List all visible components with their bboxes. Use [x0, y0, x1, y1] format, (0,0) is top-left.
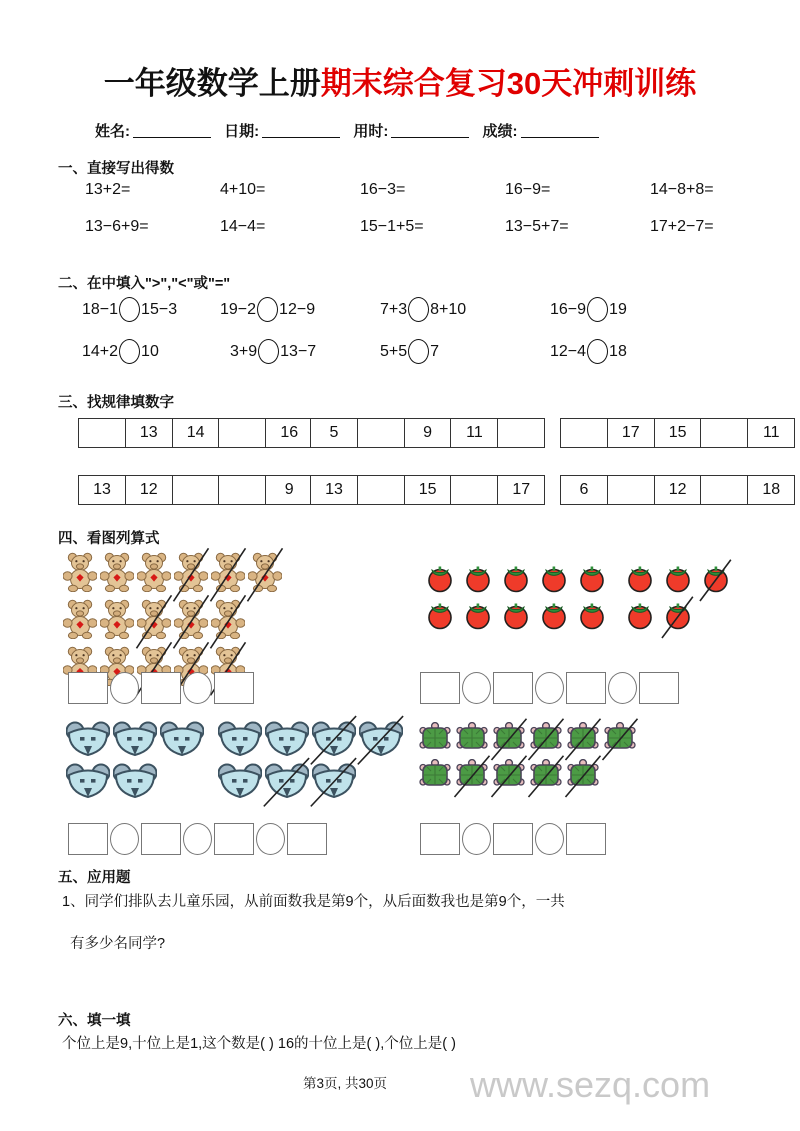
compare-right: 18 [609, 342, 627, 360]
compare-left: 3+9 [230, 342, 258, 360]
date-field[interactable] [262, 125, 340, 138]
mouse-icon [265, 762, 309, 803]
answer-box[interactable] [420, 823, 460, 855]
section-5-heading: 五、应用题 [58, 870, 131, 886]
page-title-red: 期末综合复习30天冲刺训练 [320, 66, 697, 101]
tomato-icon [501, 600, 531, 635]
name-field[interactable] [133, 125, 211, 138]
answer-box[interactable] [141, 672, 181, 704]
picture-row [425, 563, 615, 598]
mouse-icon [66, 762, 110, 803]
expression: 13+2= [85, 181, 131, 198]
compare-item [550, 339, 627, 364]
sequence-blank-cell[interactable] [497, 418, 545, 448]
turtle-icon [492, 722, 526, 757]
mouse-group-left [66, 720, 207, 804]
page-title [0, 58, 800, 103]
answer-operator-circle[interactable] [256, 823, 285, 855]
compare-right: 12−9 [279, 300, 316, 318]
picture-row [63, 599, 285, 644]
tomato-icon [539, 600, 569, 635]
compare-answer-oval[interactable] [119, 297, 140, 322]
sequence-group-3 [560, 418, 795, 448]
tomato-icon [463, 600, 493, 635]
sequence-cell: 9 [265, 475, 313, 505]
section-4-heading: 四、看图列算式 [58, 531, 160, 547]
tomato-icon [663, 600, 693, 635]
cross-out-slash-icon [561, 754, 606, 799]
compare-answer-oval[interactable] [408, 339, 429, 364]
tomato-group-left [425, 563, 615, 637]
tomato-icon [625, 600, 655, 635]
compare-item [220, 297, 315, 322]
sequence-cell: 11 [747, 418, 795, 448]
sequence-blank-cell[interactable] [607, 475, 655, 505]
time-field[interactable] [391, 125, 469, 138]
compare-answer-oval[interactable] [258, 339, 279, 364]
sequence-blank-cell[interactable] [450, 475, 498, 505]
compare-left: 5+5 [380, 342, 408, 360]
compare-left: 12−4 [550, 342, 587, 360]
compare-left: 7+3 [380, 300, 408, 318]
sequence-blank-cell[interactable] [357, 475, 405, 505]
sequence-group-1 [78, 418, 313, 448]
expression: 14−4= [220, 218, 266, 235]
answer-box[interactable] [493, 672, 533, 704]
expression: 16−9= [505, 181, 551, 198]
time-label: 用时: [353, 123, 389, 140]
answer-strip-2 [420, 672, 679, 704]
sequence-cell: 15 [654, 418, 702, 448]
sequence-blank-cell[interactable] [218, 418, 266, 448]
teddy-bear-icon [63, 552, 97, 597]
expression: 4+10= [220, 181, 266, 198]
answer-box[interactable] [566, 823, 606, 855]
sequence-blank-cell[interactable] [357, 418, 405, 448]
mouse-icon [66, 720, 110, 761]
answer-box[interactable] [420, 672, 460, 704]
section-2-row-2 [60, 339, 760, 365]
turtle-group [418, 722, 640, 796]
turtle-icon [455, 722, 489, 757]
sequence-cell: 15 [404, 475, 452, 505]
sequence-cell: 5 [310, 418, 358, 448]
tomato-icon [701, 563, 731, 598]
tomato-icon [463, 563, 493, 598]
answer-box[interactable] [287, 823, 327, 855]
section-2-row-1 [60, 297, 760, 323]
turtle-icon [603, 722, 637, 757]
picture-row [218, 762, 406, 803]
answer-operator-circle[interactable] [608, 672, 637, 704]
teddy-bear-icon [137, 552, 171, 597]
score-label: 成绩: [482, 123, 518, 140]
compare-right: 10 [141, 342, 159, 360]
section-6-heading: 六、填一填 [58, 1013, 131, 1029]
sequence-group-5 [310, 475, 545, 505]
compare-item [82, 339, 159, 364]
tomato-icon [663, 563, 693, 598]
page-title-black: 一年级数学上册 [103, 66, 321, 101]
answer-strip-4 [420, 823, 606, 855]
sequence-cell: 12 [654, 475, 702, 505]
sequence-blank-cell[interactable] [700, 475, 748, 505]
word-problem-line-1: 1、同学们排队去儿童乐园，从前面数我是第9个，从后面数我也是第9个，一共 [62, 894, 565, 910]
expression: 17+2−7= [650, 218, 714, 235]
mouse-icon [160, 720, 204, 761]
tomato-icon [577, 563, 607, 598]
compare-left: 19−2 [220, 300, 257, 318]
section-1-row-1 [60, 181, 760, 203]
tomato-icon [425, 563, 455, 598]
answer-operator-circle[interactable] [110, 672, 139, 704]
section-1-heading: 一、直接写出得数 [58, 161, 174, 177]
teddy-bear-icon [248, 552, 282, 597]
section-2-heading: 二、在中填入">","<"或"=" [58, 276, 231, 292]
answer-strip-1 [68, 672, 254, 704]
sequence-cell: 6 [560, 475, 608, 505]
answer-operator-circle[interactable] [110, 823, 139, 855]
tomato-icon [539, 563, 569, 598]
watermark: www.sezq.com [470, 1064, 711, 1105]
answer-strip-3 [68, 823, 327, 855]
teddy-bear-icon [211, 599, 245, 644]
sequence-cell: 13 [310, 475, 358, 505]
answer-operator-circle[interactable] [462, 823, 491, 855]
answer-operator-circle[interactable] [535, 672, 564, 704]
turtle-icon [566, 759, 600, 794]
sequence-cell: 12 [125, 475, 173, 505]
sequence-cell: 14 [172, 418, 220, 448]
compare-item [550, 297, 627, 322]
expression: 14−8+8= [650, 181, 714, 198]
answer-operator-circle[interactable] [462, 672, 491, 704]
compare-answer-oval[interactable] [119, 339, 140, 364]
picture-row [66, 762, 207, 803]
compare-answer-oval[interactable] [587, 297, 608, 322]
compare-answer-oval[interactable] [587, 339, 608, 364]
turtle-icon [492, 759, 526, 794]
teddy-bear-icon [63, 599, 97, 644]
picture-row [625, 600, 739, 635]
answer-operator-circle[interactable] [183, 672, 212, 704]
sequence-cell: 16 [265, 418, 313, 448]
sequence-cell: 17 [607, 418, 655, 448]
sequence-group-2 [310, 418, 545, 448]
mouse-icon [359, 720, 403, 761]
sequence-blank-cell[interactable] [560, 418, 608, 448]
teddy-bear-icon [100, 599, 134, 644]
compare-right: 13−7 [280, 342, 317, 360]
answer-box[interactable] [639, 672, 679, 704]
sequence-cell: 18 [747, 475, 795, 505]
tomato-icon [577, 600, 607, 635]
teddy-bear-icon [211, 552, 245, 597]
answer-box[interactable] [68, 823, 108, 855]
compare-item [380, 339, 439, 364]
mouse-icon [218, 762, 262, 803]
compare-answer-oval[interactable] [408, 297, 429, 322]
compare-item [380, 297, 466, 322]
compare-left: 18−1 [82, 300, 119, 318]
turtle-icon [418, 722, 452, 757]
answer-box[interactable] [141, 823, 181, 855]
mouse-icon [265, 720, 309, 761]
score-field[interactable] [521, 125, 599, 138]
sequence-cell: 13 [78, 475, 126, 505]
answer-box[interactable] [68, 672, 108, 704]
tomato-icon [625, 563, 655, 598]
mouse-icon [312, 720, 356, 761]
picture-row [425, 600, 615, 635]
page-footer [0, 1072, 800, 1092]
turtle-icon [418, 759, 452, 794]
answer-operator-circle[interactable] [535, 823, 564, 855]
expression: 13−6+9= [85, 218, 149, 235]
name-label: 姓名: [95, 123, 130, 140]
student-info-line [95, 120, 608, 141]
picture-row [418, 722, 640, 757]
cross-out-slash-icon [658, 595, 698, 640]
teddy-bear-icon [100, 552, 134, 597]
mouse-icon [113, 762, 157, 803]
sequence-blank-cell[interactable] [172, 475, 220, 505]
turtle-icon [455, 759, 489, 794]
expression: 15−1+5= [360, 218, 424, 235]
turtle-icon [529, 722, 563, 757]
picture-row [66, 720, 207, 761]
mouse-icon [113, 720, 157, 761]
word-problem-line-2: 有多少名同学? [70, 936, 166, 952]
compare-right: 8+10 [430, 300, 467, 318]
tomato-icon [501, 563, 531, 598]
compare-item [82, 297, 177, 322]
sequence-group-6 [560, 475, 795, 505]
compare-right: 15−3 [141, 300, 178, 318]
picture-row [63, 552, 285, 597]
turtle-icon [566, 722, 600, 757]
answer-box[interactable] [566, 672, 606, 704]
mouse-icon [218, 720, 262, 761]
sequence-cell: 13 [125, 418, 173, 448]
picture-row [218, 720, 406, 761]
sequence-blank-cell[interactable] [218, 475, 266, 505]
compare-item [230, 339, 316, 364]
sequence-group-4 [78, 475, 313, 505]
answer-box[interactable] [214, 823, 254, 855]
sequence-cell: 17 [497, 475, 545, 505]
cross-out-slash-icon [696, 558, 736, 603]
answer-box[interactable] [214, 672, 254, 704]
sequence-cell: 9 [404, 418, 452, 448]
picture-row [625, 563, 739, 598]
cross-out-slash-icon [305, 756, 363, 808]
section-3-heading: 三、找规律填数字 [58, 395, 174, 411]
compare-left: 14+2 [82, 342, 119, 360]
answer-operator-circle[interactable] [183, 823, 212, 855]
teddy-bear-icon [174, 599, 208, 644]
mouse-group-right [218, 720, 406, 804]
tomato-group-right [625, 563, 739, 637]
mouse-icon [312, 762, 356, 803]
section-1-row-2 [60, 218, 760, 240]
compare-right: 7 [430, 342, 440, 360]
teddy-bear-icon [174, 552, 208, 597]
compare-answer-oval[interactable] [257, 297, 278, 322]
compare-right: 19 [609, 300, 627, 318]
teddy-bear-icon [137, 599, 171, 644]
page-number: 第3页, 共30页 [302, 1076, 388, 1091]
expression: 13−5+7= [505, 218, 569, 235]
sequence-blank-cell[interactable] [78, 418, 126, 448]
answer-box[interactable] [493, 823, 533, 855]
sequence-cell: 11 [450, 418, 498, 448]
date-label: 日期: [224, 123, 260, 140]
expression: 16−3= [360, 181, 406, 198]
turtle-icon [529, 759, 563, 794]
compare-left: 16−9 [550, 300, 587, 318]
tomato-icon [425, 600, 455, 635]
picture-row [418, 759, 640, 794]
sequence-blank-cell[interactable] [700, 418, 748, 448]
fill-in-line: 个位上是9,十位上是1,这个数是( ) 16的十位上是( ),个位上是( ) [62, 1036, 456, 1052]
